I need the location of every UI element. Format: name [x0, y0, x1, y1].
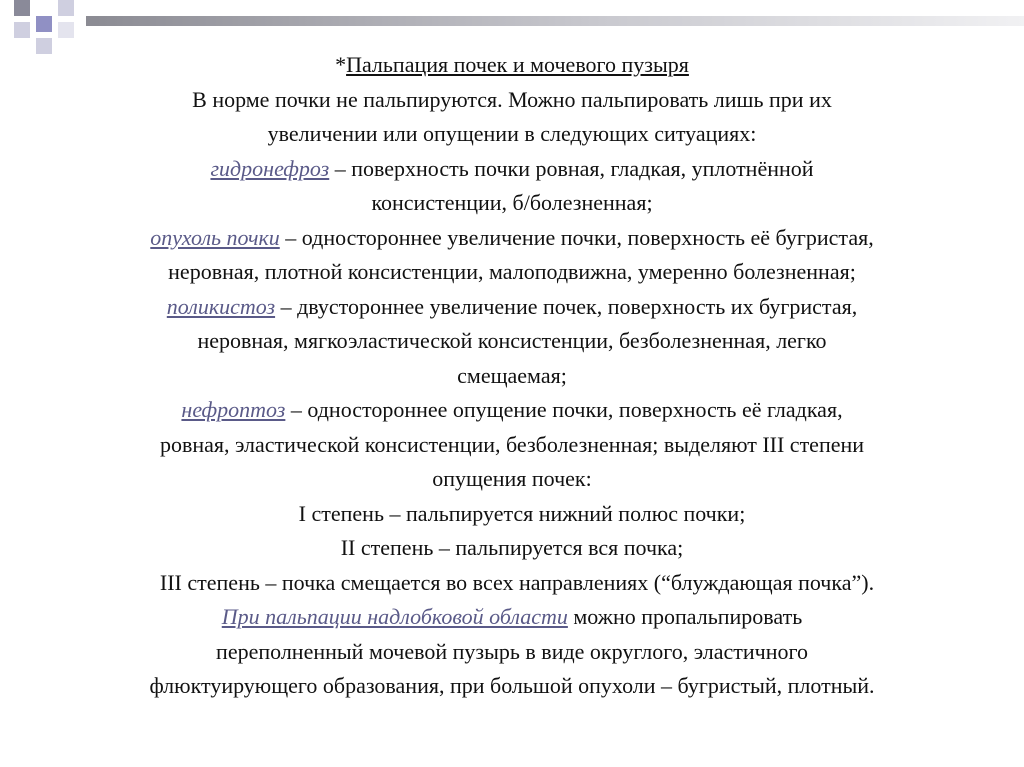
degree-3: III степень – почка смещается во всех направлениях (“блуждающая почка”). — [159, 569, 875, 595]
term-polycystosis: поликистоз — [166, 293, 276, 319]
decor-square — [36, 16, 52, 32]
term-suprapubic-palpation: При пальпации надлобковой области — [221, 604, 568, 629]
bladder-paragraph: При пальпации надлобковой области можно пропальпировать — [221, 604, 803, 629]
item-text-line: смещаемая; — [457, 362, 567, 388]
decor-square — [58, 0, 74, 16]
term-kidney-tumor: опухоль почки — [150, 224, 280, 250]
slide-body — [20, 48, 1004, 704]
item-text-line: ровная, эластической консистенции, безболезненная; выделяют III степени — [159, 431, 865, 457]
intro-line-2: увеличении или опущении в следующих ситуациях: — [267, 121, 757, 146]
item-polycystosis: поликистоз – двустороннее увеличение почек, поверхность их бугристая, — [166, 293, 858, 319]
item-text-line: неровная, плотной консистенции, малоподвижна, умеренно болезненная; — [168, 259, 856, 284]
intro-line-1: В норме почки не пальпируются. Можно пальпировать лишь при их — [192, 86, 832, 112]
term-hydronephrosis: гидронефроз — [210, 155, 330, 181]
item-text-line: неровная, мягкоэластической консистенции, безболезненная, легко — [197, 328, 827, 353]
item-nephroptosis: нефроптоз – одностороннее опущение почки, поверхность её гладкая, — [181, 397, 843, 422]
term-nephroptosis: нефроптоз — [181, 397, 286, 422]
bladder-text-line: переполненный мочевой пузырь в виде округлого, эластичного — [216, 638, 808, 664]
degree-1: I степень – пальпируется нижний полюс почки; — [298, 500, 746, 526]
degree-2: II степень – пальпируется вся почка; — [340, 535, 684, 560]
decor-square — [58, 22, 74, 38]
decor-square — [14, 22, 30, 38]
item-kidney-tumor: опухоль почки – одностороннее увеличение почки, поверхность её бугристая, — [150, 224, 874, 250]
bladder-text-line: флюктуирующего образования, при большой опухоли – бугристый, плотный. — [149, 673, 875, 698]
header-gradient-bar — [86, 16, 1024, 26]
item-hydronephrosis: гидронефроз – поверхность почки ровная, гладкая, уплотнённой — [210, 155, 814, 181]
item-text-line: консистенции, б/болезненная; — [371, 190, 653, 215]
slide-title: *Пальпация почек и мочевого пузыря — [335, 52, 689, 77]
decor-square — [14, 0, 30, 16]
item-text-line: опущения почек: — [432, 466, 592, 491]
